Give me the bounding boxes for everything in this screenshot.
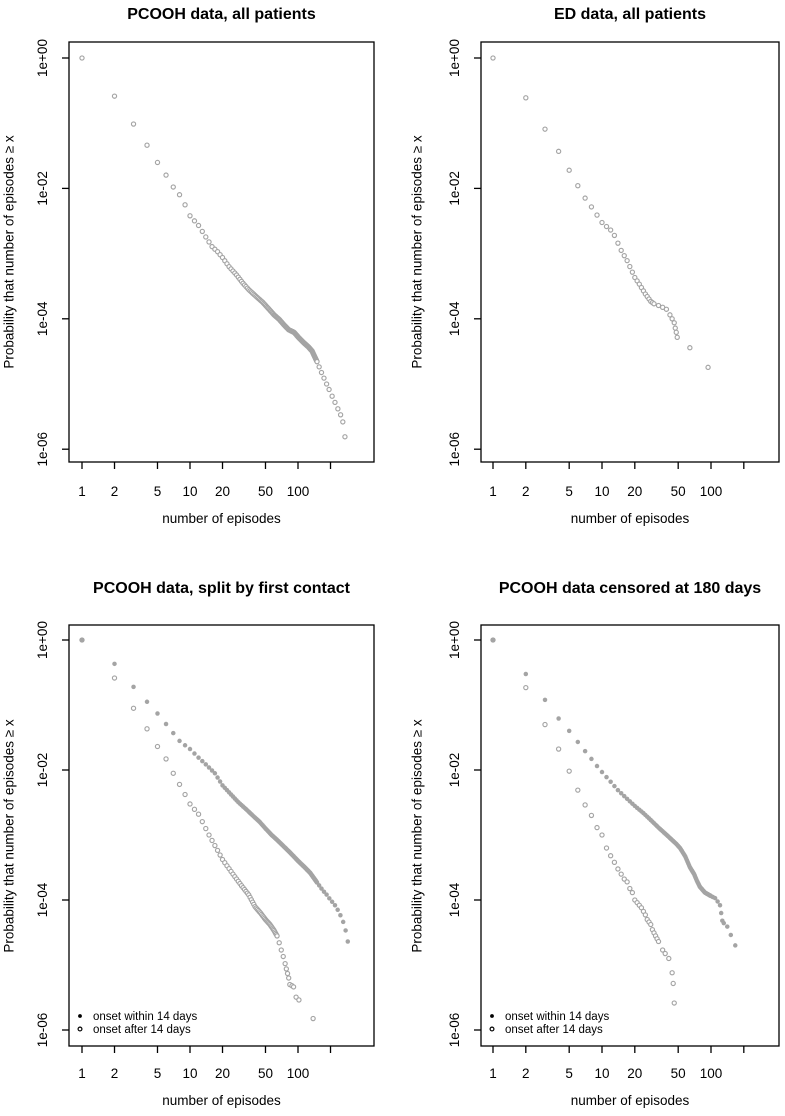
y-tick-label: 1e-02 (35, 171, 50, 206)
panel-title: PCOOH data, split by first contact (93, 580, 350, 597)
x-tick-label: 5 (565, 484, 573, 499)
y-axis-title: Probability that number of episodes ≥ x (409, 718, 425, 953)
panel-title: PCOOH data, all patients (127, 6, 316, 23)
plot-box (481, 42, 779, 462)
legend-marker-filled (490, 1014, 494, 1018)
legend-label: onset within 14 days (505, 1011, 610, 1023)
plot-area (393, 558, 785, 1116)
x-tick-label: 100 (699, 1066, 723, 1081)
x-tick-label: 1 (78, 1066, 86, 1081)
y-axis-title: Probability that number of episodes ≥ x (409, 135, 425, 369)
y-tick-label: 1e+00 (35, 39, 50, 77)
x-tick-label: 10 (594, 484, 610, 499)
y-tick-label: 1e-06 (447, 431, 462, 467)
legend-marker-open (78, 1027, 82, 1031)
legend (78, 1011, 197, 1036)
panel-title: PCOOH data censored at 180 days (498, 580, 762, 597)
y-tick-label: 1e-04 (447, 301, 462, 337)
series-onset-within-14-days (491, 638, 738, 948)
y-axis-title: Probability that number of episodes ≥ x (1, 135, 17, 369)
x-tick-label: 50 (670, 484, 686, 499)
plot-area (393, 0, 785, 558)
panel-title: ED data, all patients (553, 6, 707, 23)
x-axis (78, 462, 330, 499)
x-axis (78, 1046, 330, 1081)
panel-ed-all-patients (393, 0, 785, 558)
x-tick-label: 50 (257, 484, 274, 499)
y-tick-label: 1e-06 (447, 1012, 462, 1048)
y-axis-title: Probability that number of episodes ≥ x (1, 718, 17, 953)
x-tick-label: 5 (153, 484, 162, 499)
y-axis (447, 621, 481, 1047)
y-axis (35, 621, 69, 1047)
x-tick-label: 5 (153, 1066, 162, 1081)
y-tick-label: 1e-04 (35, 301, 50, 337)
x-tick-label: 2 (110, 484, 119, 499)
panel-pcooh-all-patients (0, 0, 393, 558)
series-onset-within-14-days (80, 638, 350, 944)
x-tick-label: 1 (489, 1066, 497, 1081)
legend-label: onset after 14 days (505, 1024, 603, 1036)
series-onset-after-14-days (491, 638, 676, 1005)
plot-area (0, 0, 393, 558)
x-axis-title: number of episodes (570, 511, 690, 526)
x-tick-label: 50 (257, 1066, 274, 1081)
y-tick-label: 1e-02 (35, 752, 50, 788)
legend-label: onset within 14 days (93, 1011, 198, 1023)
legend-marker-open (490, 1027, 494, 1031)
series-all-patients (491, 56, 710, 370)
x-tick-label: 20 (627, 484, 643, 499)
x-tick-label: 100 (286, 1066, 310, 1081)
x-tick-label: 2 (522, 1066, 530, 1081)
y-tick-label: 1e-02 (447, 752, 462, 788)
x-tick-label: 20 (214, 1066, 231, 1081)
x-tick-label: 10 (182, 484, 198, 499)
y-tick-label: 1e-06 (35, 1012, 50, 1048)
y-axis (447, 39, 481, 466)
plot-area (0, 558, 393, 1116)
x-axis (489, 462, 744, 499)
plot-box (69, 42, 374, 462)
y-tick-label: 1e-04 (35, 882, 50, 918)
series-all-patients (80, 56, 347, 439)
x-tick-label: 2 (522, 484, 530, 499)
x-tick-label: 5 (565, 1066, 573, 1081)
y-axis (35, 39, 69, 466)
series-onset-after-14-days (80, 638, 315, 1021)
x-tick-label: 100 (699, 484, 723, 499)
legend-label: onset after 14 days (93, 1024, 191, 1036)
x-tick-label: 10 (594, 1066, 610, 1081)
panel-pcooh-censored-180-days (393, 558, 785, 1116)
x-tick-label: 2 (110, 1066, 119, 1081)
legend (490, 1011, 609, 1036)
x-tick-label: 1 (489, 484, 497, 499)
x-axis-title: number of episodes (162, 1093, 281, 1108)
y-tick-label: 1e+00 (35, 621, 50, 659)
x-axis (489, 1046, 744, 1081)
x-tick-label: 100 (286, 484, 310, 499)
x-axis-title: number of episodes (570, 1093, 690, 1108)
plot-box (69, 625, 374, 1046)
y-tick-label: 1e+00 (447, 621, 462, 659)
x-tick-label: 1 (78, 484, 86, 499)
legend-marker-filled (78, 1014, 82, 1018)
x-tick-label: 50 (670, 1066, 686, 1081)
panel-pcooh-split-by-first-contact (0, 558, 393, 1116)
x-axis-title: number of episodes (162, 511, 281, 526)
x-tick-label: 20 (214, 484, 231, 499)
y-tick-label: 1e-02 (447, 171, 462, 206)
y-tick-label: 1e+00 (447, 39, 462, 77)
y-tick-label: 1e-06 (35, 431, 50, 467)
x-tick-label: 20 (627, 1066, 643, 1081)
x-tick-label: 10 (182, 1066, 198, 1081)
y-tick-label: 1e-04 (447, 882, 462, 918)
